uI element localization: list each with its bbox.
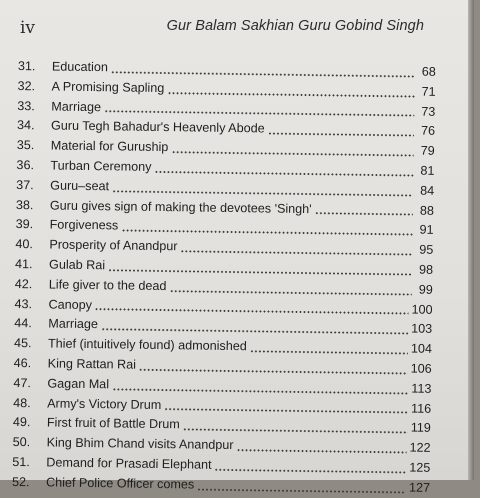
toc-entry-number: 39. xyxy=(15,217,34,232)
dot-leader xyxy=(315,213,413,216)
toc-entry-page: 100 xyxy=(411,302,433,317)
toc-entry-number: 43. xyxy=(14,296,33,311)
dot-leader xyxy=(112,190,413,196)
dot-leader xyxy=(268,133,414,137)
toc-entry-title: Gulab Rai xyxy=(49,257,106,273)
toc-entry-title: Gagan Mal xyxy=(47,376,110,392)
toc-entry-number: 49. xyxy=(12,415,31,430)
dot-leader xyxy=(121,230,412,236)
dot-leader xyxy=(214,469,406,474)
dot-leader xyxy=(171,151,413,156)
toc-entry-number: 36. xyxy=(16,157,35,173)
dot-leader xyxy=(167,92,414,97)
toc-entry-title: Army's Victory Drum xyxy=(47,395,162,412)
toc-entry-title: Prosperity of Anandpur xyxy=(49,237,178,254)
dot-leader xyxy=(180,250,412,255)
toc-entry-title: Forgiveness xyxy=(49,217,119,233)
page-header xyxy=(20,16,424,38)
toc-entry-title: A Promising Sapling xyxy=(51,79,165,95)
toc-entry-number: 42. xyxy=(14,276,33,291)
toc-entry-page: 81 xyxy=(420,163,435,178)
page-number: iv xyxy=(20,18,36,38)
dot-leader xyxy=(197,488,406,493)
toc-entry-number: 51. xyxy=(12,454,30,470)
toc-entry-page: 88 xyxy=(419,203,434,218)
toc-entry-title: Material for Guruship xyxy=(50,138,169,155)
dot-leader xyxy=(183,429,408,434)
dot-leader xyxy=(139,369,408,375)
dot-leader xyxy=(112,388,408,394)
toc-entry-page: 98 xyxy=(418,262,434,277)
toc-entry-page: 103 xyxy=(411,321,433,337)
toc-entry-number: 37. xyxy=(16,177,34,193)
toc-entry-title: Marriage xyxy=(51,99,102,114)
toc-entry-title: Marriage xyxy=(48,316,99,332)
toc-entry-page: 125 xyxy=(409,460,431,475)
table-of-contents xyxy=(12,57,436,498)
toc-entry-page: 71 xyxy=(421,84,436,99)
toc-entry-page: 119 xyxy=(410,420,431,436)
toc-entry-title: Thief (intuitively found) admonished xyxy=(47,336,247,354)
dot-leader xyxy=(104,111,414,117)
dot-leader xyxy=(164,409,408,414)
toc-entry-number: 33. xyxy=(17,98,35,113)
toc-entry-number: 32. xyxy=(17,78,36,94)
toc-entry-title: First fruit of Battle Drum xyxy=(46,415,180,432)
toc-entry-page: 91 xyxy=(419,222,434,238)
toc-entry-page: 73 xyxy=(421,104,436,119)
dot-leader xyxy=(236,449,406,453)
toc-entry-number: 38. xyxy=(15,197,34,212)
dot-leader xyxy=(250,350,408,354)
toc-entry-number: 47. xyxy=(13,375,32,390)
toc-entry-title: Education xyxy=(51,59,108,75)
dot-leader xyxy=(95,309,409,315)
toc-entry-number: 44. xyxy=(14,316,32,331)
dot-leader xyxy=(154,171,413,177)
toc-entry-page: 95 xyxy=(419,242,434,257)
toc-entry-page: 68 xyxy=(421,64,436,79)
toc-entry-page: 84 xyxy=(420,183,435,198)
toc-entry-page: 122 xyxy=(409,440,431,455)
toc-entry-number: 48. xyxy=(13,395,31,410)
toc-entry-number: 50. xyxy=(12,435,31,450)
running-title: Gur Balam Sakhian Guru Gobind Singh xyxy=(166,18,424,34)
toc-entry-number: 52. xyxy=(11,474,30,489)
toc-entry-title: Guru Tegh Bahadur's Heavenly Abode xyxy=(50,118,265,136)
toc-entry-number: 46. xyxy=(13,355,32,371)
toc-entry-title: Chief Police Officer comes xyxy=(45,475,195,492)
toc-entry-page: 79 xyxy=(420,143,435,159)
page-edge-shadow xyxy=(468,0,474,480)
toc-entry-title: Canopy xyxy=(48,297,93,312)
toc-entry-title: King Bhim Chand visits Anandpur xyxy=(46,435,234,453)
toc-entry-number: 41. xyxy=(15,256,33,272)
toc-entry-number: 40. xyxy=(15,237,33,252)
dot-leader xyxy=(111,71,415,77)
toc-entry-page: 106 xyxy=(410,361,432,376)
toc-entry-title: Turban Ceremony xyxy=(50,158,152,174)
toc-entry-number: 34. xyxy=(16,118,35,133)
toc-entry-page: 76 xyxy=(420,124,436,139)
toc-entry-page: 113 xyxy=(411,381,432,396)
toc-entry-page: 127 xyxy=(408,480,431,495)
toc-entry-page: 99 xyxy=(418,282,433,297)
toc-entry-title: Guru gives sign of making the devotees 'Singh' xyxy=(49,198,312,216)
dot-leader xyxy=(169,290,411,295)
dot-leader xyxy=(108,269,412,275)
toc-entry-number: 35. xyxy=(16,138,35,153)
toc-entry-title: King Rattan Rai xyxy=(47,356,137,372)
toc-entry-number: 31. xyxy=(17,58,36,74)
dot-leader xyxy=(101,328,408,334)
toc-entry-title: Demand for Prasadi Elephant xyxy=(46,455,212,472)
toc-entry-title: Guru–seat xyxy=(50,178,110,194)
toc-entry-number: 45. xyxy=(13,336,32,351)
toc-entry-page: 116 xyxy=(410,401,432,416)
toc-entry-title: Life giver to the dead xyxy=(48,277,167,293)
toc-entry-page: 104 xyxy=(410,341,433,356)
